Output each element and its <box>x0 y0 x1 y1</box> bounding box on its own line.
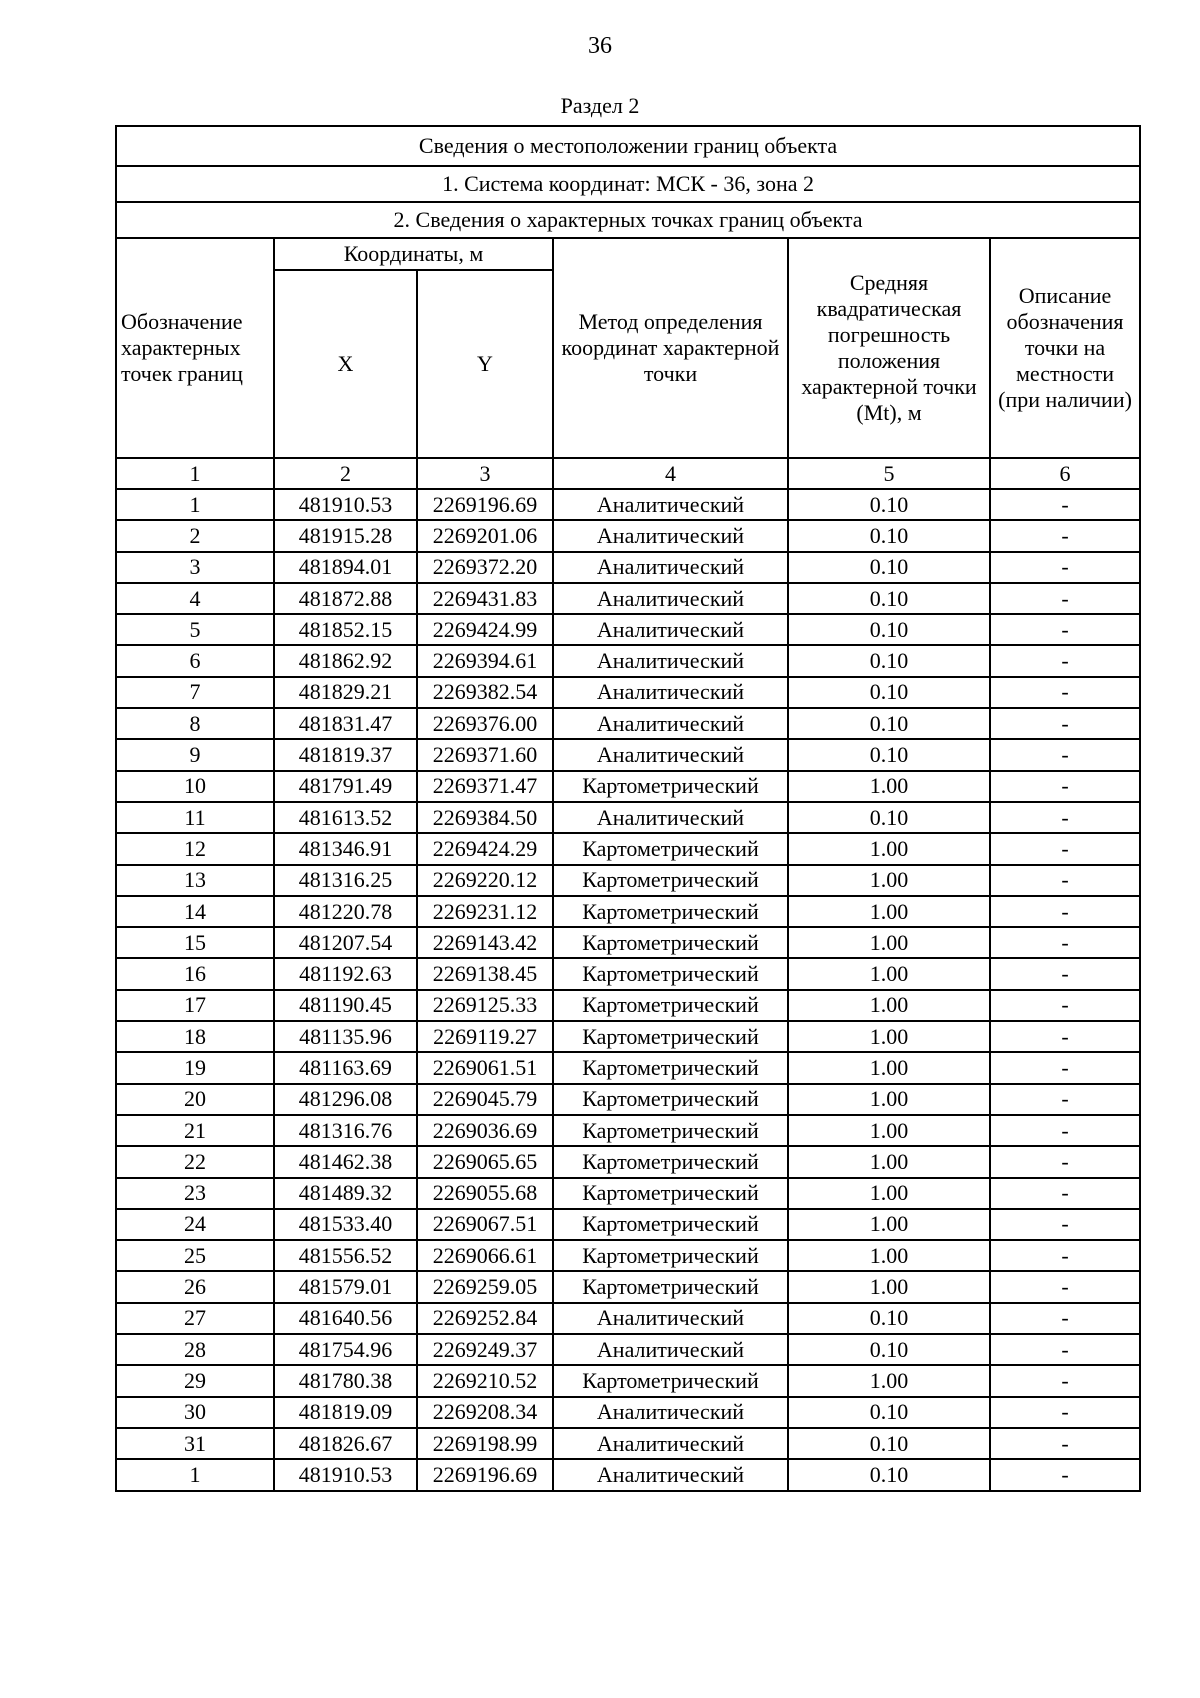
error-cell: 0.10 <box>788 583 990 614</box>
point-id-cell: 27 <box>116 1303 274 1334</box>
method-cell: Картометрический <box>553 1021 788 1052</box>
method-cell: Картометрический <box>553 1052 788 1083</box>
table-row <box>116 927 1140 958</box>
x-cell: 481915.28 <box>274 520 417 551</box>
description-cell: - <box>990 990 1140 1021</box>
description-cell: - <box>990 896 1140 927</box>
y-cell: 2269067.51 <box>417 1209 553 1240</box>
method-cell: Аналитический <box>553 708 788 739</box>
table-row <box>116 1459 1140 1490</box>
point-id-cell: 29 <box>116 1365 274 1396</box>
point-id-cell: 5 <box>116 614 274 645</box>
description-cell: - <box>990 1459 1140 1490</box>
description-cell: - <box>990 614 1140 645</box>
description-cell: - <box>990 1021 1140 1052</box>
description-cell: - <box>990 1178 1140 1209</box>
table-row <box>116 1271 1140 1302</box>
x-cell: 481831.47 <box>274 708 417 739</box>
table-title-row <box>116 126 1140 166</box>
x-cell: 481579.01 <box>274 1271 417 1302</box>
error-cell: 1.00 <box>788 771 990 802</box>
point-id-cell: 28 <box>116 1334 274 1365</box>
point-id-cell: 18 <box>116 1021 274 1052</box>
table-row <box>116 1146 1140 1177</box>
point-id-cell: 25 <box>116 1240 274 1271</box>
x-cell: 481220.78 <box>274 896 417 927</box>
point-id-cell: 8 <box>116 708 274 739</box>
method-cell: Картометрический <box>553 896 788 927</box>
page-number: 36 <box>588 33 612 59</box>
method-cell: Аналитический <box>553 1303 788 1334</box>
method-cell: Аналитический <box>553 1459 788 1490</box>
y-cell: 2269201.06 <box>417 520 553 551</box>
table-row <box>116 614 1140 645</box>
description-cell: - <box>990 1303 1140 1334</box>
description-cell: - <box>990 1084 1140 1115</box>
column-number: 5 <box>788 458 990 489</box>
table-row <box>116 1209 1140 1240</box>
method-cell: Картометрический <box>553 1365 788 1396</box>
point-id-cell: 17 <box>116 990 274 1021</box>
point-id-cell: 20 <box>116 1084 274 1115</box>
y-cell: 2269196.69 <box>417 1459 553 1490</box>
column-number: 1 <box>116 458 274 489</box>
y-cell: 2269371.60 <box>417 739 553 770</box>
x-cell: 481862.92 <box>274 645 417 676</box>
table-row <box>116 802 1140 833</box>
method-cell: Картометрический <box>553 1178 788 1209</box>
y-cell: 2269045.79 <box>417 1084 553 1115</box>
description-cell: - <box>990 1052 1140 1083</box>
error-cell: 0.10 <box>788 1334 990 1365</box>
table-row <box>116 1365 1140 1396</box>
point-id-cell: 2 <box>116 520 274 551</box>
header-error: Средняя квадратическая погрешность положения характерной точки (Mt), м <box>788 238 990 458</box>
y-cell: 2269198.99 <box>417 1428 553 1459</box>
method-cell: Аналитический <box>553 1334 788 1365</box>
x-cell: 481754.96 <box>274 1334 417 1365</box>
point-id-cell: 3 <box>116 552 274 583</box>
point-id-cell: 30 <box>116 1397 274 1428</box>
y-cell: 2269055.68 <box>417 1178 553 1209</box>
method-cell: Картометрический <box>553 1084 788 1115</box>
method-cell: Аналитический <box>553 802 788 833</box>
y-cell: 2269066.61 <box>417 1240 553 1271</box>
table-row <box>116 1397 1140 1428</box>
point-id-cell: 21 <box>116 1115 274 1146</box>
point-id-cell: 10 <box>116 771 274 802</box>
y-cell: 2269252.84 <box>417 1303 553 1334</box>
y-cell: 2269424.29 <box>417 833 553 864</box>
y-cell: 2269210.52 <box>417 1365 553 1396</box>
description-cell: - <box>990 552 1140 583</box>
x-cell: 481533.40 <box>274 1209 417 1240</box>
method-cell: Аналитический <box>553 489 788 520</box>
method-cell: Аналитический <box>553 614 788 645</box>
method-cell: Картометрический <box>553 1146 788 1177</box>
table-row <box>116 552 1140 583</box>
description-cell: - <box>990 1209 1140 1240</box>
x-cell: 481163.69 <box>274 1052 417 1083</box>
method-cell: Аналитический <box>553 645 788 676</box>
coordinate-system-row <box>116 166 1140 202</box>
header-method: Метод определения координат характерной точки <box>553 238 788 458</box>
y-cell: 2269259.05 <box>417 1271 553 1302</box>
point-id-cell: 19 <box>116 1052 274 1083</box>
error-cell: 1.00 <box>788 1115 990 1146</box>
description-cell: - <box>990 833 1140 864</box>
x-cell: 481190.45 <box>274 990 417 1021</box>
method-cell: Аналитический <box>553 1397 788 1428</box>
error-cell: 1.00 <box>788 1178 990 1209</box>
header-point: Обозначение характерных точек границ <box>116 238 274 458</box>
table-row <box>116 489 1140 520</box>
x-cell: 481296.08 <box>274 1084 417 1115</box>
description-cell: - <box>990 677 1140 708</box>
description-cell: - <box>990 1115 1140 1146</box>
error-cell: 0.10 <box>788 739 990 770</box>
header-row-top <box>116 238 1140 270</box>
x-cell: 481462.38 <box>274 1146 417 1177</box>
error-cell: 1.00 <box>788 1021 990 1052</box>
description-cell: - <box>990 1365 1140 1396</box>
point-id-cell: 1 <box>116 489 274 520</box>
y-cell: 2269065.65 <box>417 1146 553 1177</box>
column-numbers-row <box>116 458 1140 489</box>
method-cell: Картометрический <box>553 1209 788 1240</box>
method-cell: Картометрический <box>553 865 788 896</box>
table-row <box>116 583 1140 614</box>
error-cell: 1.00 <box>788 990 990 1021</box>
y-cell: 2269372.20 <box>417 552 553 583</box>
error-cell: 1.00 <box>788 896 990 927</box>
table-row <box>116 1334 1140 1365</box>
boundary-points-table <box>115 125 1141 1492</box>
error-cell: 1.00 <box>788 1084 990 1115</box>
error-cell: 0.10 <box>788 1303 990 1334</box>
column-number: 6 <box>990 458 1140 489</box>
y-cell: 2269061.51 <box>417 1052 553 1083</box>
point-id-cell: 12 <box>116 833 274 864</box>
table-row <box>116 958 1140 989</box>
error-cell: 1.00 <box>788 865 990 896</box>
x-cell: 481910.53 <box>274 489 417 520</box>
y-cell: 2269119.27 <box>417 1021 553 1052</box>
y-cell: 2269220.12 <box>417 865 553 896</box>
error-cell: 0.10 <box>788 1459 990 1490</box>
y-cell: 2269231.12 <box>417 896 553 927</box>
point-id-cell: 9 <box>116 739 274 770</box>
x-cell: 481819.37 <box>274 739 417 770</box>
error-cell: 0.10 <box>788 1428 990 1459</box>
error-cell: 1.00 <box>788 833 990 864</box>
x-cell: 481613.52 <box>274 802 417 833</box>
header-x: X <box>274 270 417 458</box>
y-cell: 2269143.42 <box>417 927 553 958</box>
x-cell: 481819.09 <box>274 1397 417 1428</box>
method-cell: Аналитический <box>553 1428 788 1459</box>
x-cell: 481872.88 <box>274 583 417 614</box>
point-id-cell: 31 <box>116 1428 274 1459</box>
points-caption: 2. Сведения о характерных точках границ объекта <box>116 202 1140 238</box>
error-cell: 1.00 <box>788 1365 990 1396</box>
table-row <box>116 1428 1140 1459</box>
table-row <box>116 520 1140 551</box>
description-cell: - <box>990 489 1140 520</box>
table-row <box>116 1084 1140 1115</box>
y-cell: 2269376.00 <box>417 708 553 739</box>
point-id-cell: 13 <box>116 865 274 896</box>
table-row <box>116 677 1140 708</box>
error-cell: 1.00 <box>788 1271 990 1302</box>
column-number: 4 <box>553 458 788 489</box>
y-cell: 2269125.33 <box>417 990 553 1021</box>
description-cell: - <box>990 1240 1140 1271</box>
point-id-cell: 7 <box>116 677 274 708</box>
points-caption-row <box>116 202 1140 238</box>
point-id-cell: 6 <box>116 645 274 676</box>
error-cell: 0.10 <box>788 645 990 676</box>
x-cell: 481852.15 <box>274 614 417 645</box>
section-label: Раздел 2 <box>560 93 640 118</box>
x-cell: 481829.21 <box>274 677 417 708</box>
description-cell: - <box>990 771 1140 802</box>
column-number: 2 <box>274 458 417 489</box>
description-cell: - <box>990 927 1140 958</box>
error-cell: 0.10 <box>788 677 990 708</box>
column-number: 3 <box>417 458 553 489</box>
error-cell: 1.00 <box>788 927 990 958</box>
table-row <box>116 708 1140 739</box>
y-cell: 2269208.34 <box>417 1397 553 1428</box>
point-id-cell: 15 <box>116 927 274 958</box>
method-cell: Картометрический <box>553 927 788 958</box>
x-cell: 481346.91 <box>274 833 417 864</box>
description-cell: - <box>990 1428 1140 1459</box>
point-id-cell: 4 <box>116 583 274 614</box>
description-cell: - <box>990 583 1140 614</box>
y-cell: 2269431.83 <box>417 583 553 614</box>
y-cell: 2269138.45 <box>417 958 553 989</box>
method-cell: Картометрический <box>553 1240 788 1271</box>
error-cell: 1.00 <box>788 1240 990 1271</box>
table-row <box>116 1052 1140 1083</box>
y-cell: 2269394.61 <box>417 645 553 676</box>
y-cell: 2269382.54 <box>417 677 553 708</box>
method-cell: Картометрический <box>553 833 788 864</box>
y-cell: 2269371.47 <box>417 771 553 802</box>
description-cell: - <box>990 708 1140 739</box>
table-row <box>116 865 1140 896</box>
table-row <box>116 1303 1140 1334</box>
error-cell: 0.10 <box>788 552 990 583</box>
header-coordinates: Координаты, м <box>274 238 553 270</box>
point-id-cell: 11 <box>116 802 274 833</box>
method-cell: Аналитический <box>553 552 788 583</box>
table-row <box>116 739 1140 770</box>
description-cell: - <box>990 958 1140 989</box>
table-row <box>116 1178 1140 1209</box>
x-cell: 481207.54 <box>274 927 417 958</box>
x-cell: 481791.49 <box>274 771 417 802</box>
error-cell: 0.10 <box>788 520 990 551</box>
table-row <box>116 771 1140 802</box>
y-cell: 2269036.69 <box>417 1115 553 1146</box>
method-cell: Аналитический <box>553 520 788 551</box>
point-id-cell: 24 <box>116 1209 274 1240</box>
header-y: Y <box>417 270 553 458</box>
description-cell: - <box>990 1271 1140 1302</box>
table-row <box>116 645 1140 676</box>
error-cell: 1.00 <box>788 1146 990 1177</box>
x-cell: 481556.52 <box>274 1240 417 1271</box>
x-cell: 481489.32 <box>274 1178 417 1209</box>
point-id-cell: 1 <box>116 1459 274 1490</box>
x-cell: 481316.76 <box>274 1115 417 1146</box>
error-cell: 0.10 <box>788 1397 990 1428</box>
error-cell: 0.10 <box>788 614 990 645</box>
y-cell: 2269249.37 <box>417 1334 553 1365</box>
x-cell: 481192.63 <box>274 958 417 989</box>
y-cell: 2269424.99 <box>417 614 553 645</box>
method-cell: Аналитический <box>553 739 788 770</box>
header-description: Описание обозначения точки на местности (при наличии) <box>990 238 1140 458</box>
table-row <box>116 990 1140 1021</box>
description-cell: - <box>990 865 1140 896</box>
x-cell: 481780.38 <box>274 1365 417 1396</box>
error-cell: 1.00 <box>788 1209 990 1240</box>
x-cell: 481894.01 <box>274 552 417 583</box>
x-cell: 481135.96 <box>274 1021 417 1052</box>
table-row <box>116 1240 1140 1271</box>
point-id-cell: 16 <box>116 958 274 989</box>
point-id-cell: 26 <box>116 1271 274 1302</box>
point-id-cell: 22 <box>116 1146 274 1177</box>
y-cell: 2269196.69 <box>417 489 553 520</box>
table-row <box>116 1021 1140 1052</box>
x-cell: 481826.67 <box>274 1428 417 1459</box>
method-cell: Картометрический <box>553 990 788 1021</box>
description-cell: - <box>990 645 1140 676</box>
table-row <box>116 1115 1140 1146</box>
table-title: Сведения о местоположении границ объекта <box>116 126 1140 166</box>
method-cell: Аналитический <box>553 583 788 614</box>
point-id-cell: 14 <box>116 896 274 927</box>
error-cell: 1.00 <box>788 1052 990 1083</box>
x-cell: 481910.53 <box>274 1459 417 1490</box>
description-cell: - <box>990 739 1140 770</box>
description-cell: - <box>990 1334 1140 1365</box>
error-cell: 0.10 <box>788 489 990 520</box>
x-cell: 481640.56 <box>274 1303 417 1334</box>
method-cell: Картометрический <box>553 1271 788 1302</box>
table-row <box>116 896 1140 927</box>
error-cell: 1.00 <box>788 958 990 989</box>
point-id-cell: 23 <box>116 1178 274 1209</box>
table-row <box>116 833 1140 864</box>
description-cell: - <box>990 1397 1140 1428</box>
error-cell: 0.10 <box>788 708 990 739</box>
method-cell: Картометрический <box>553 771 788 802</box>
x-cell: 481316.25 <box>274 865 417 896</box>
error-cell: 0.10 <box>788 802 990 833</box>
method-cell: Картометрический <box>553 1115 788 1146</box>
description-cell: - <box>990 802 1140 833</box>
method-cell: Картометрический <box>553 958 788 989</box>
description-cell: - <box>990 1146 1140 1177</box>
y-cell: 2269384.50 <box>417 802 553 833</box>
method-cell: Аналитический <box>553 677 788 708</box>
description-cell: - <box>990 520 1140 551</box>
coordinate-system: 1. Система координат: МСК - 36, зона 2 <box>116 166 1140 202</box>
